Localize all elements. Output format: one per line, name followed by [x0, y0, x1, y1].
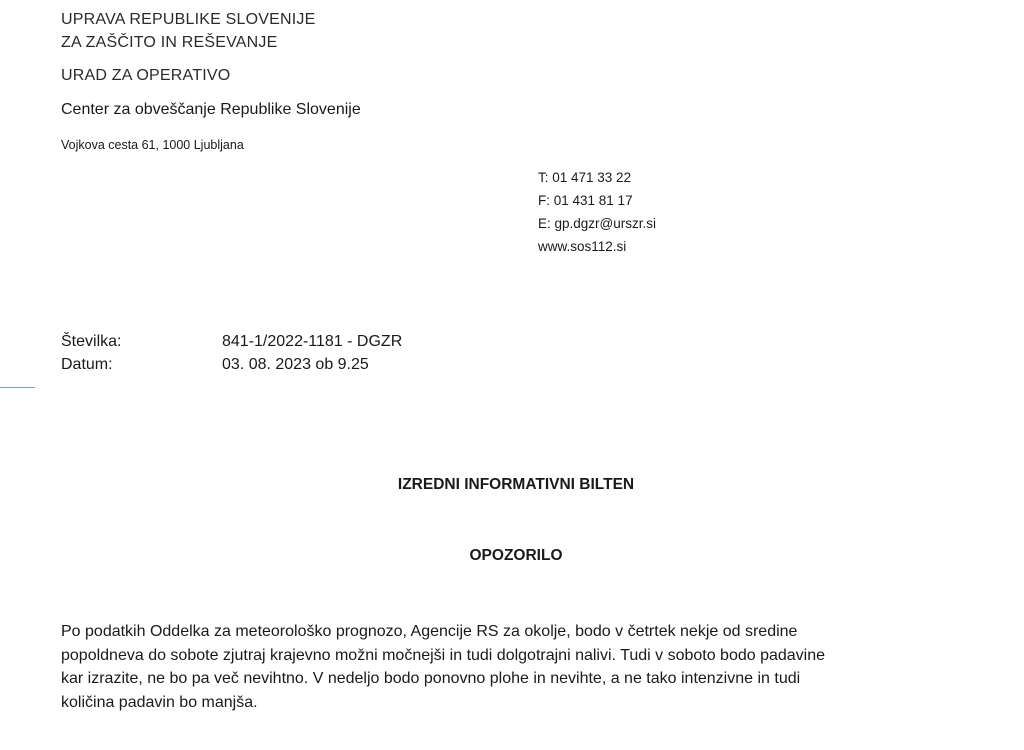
organization-name-line-2: ZA ZAŠČITO IN REŠEVANJE	[61, 34, 278, 51]
document-number-value: 841-1/2022-1181 - DGZR	[222, 333, 403, 350]
body-line: količina padavin bo manjša.	[61, 693, 258, 711]
body-line: Po podatkih Oddelka za meteorološko prognozo, Agencije RS za okolje, bodo v četrtek nekje od sredine	[61, 623, 798, 640]
document-number-label: Številka:	[61, 333, 122, 350]
document-date-value: 03. 08. 2023 ob 9.25	[222, 356, 369, 373]
contact-phone: T: 01 471 33 22	[538, 170, 632, 185]
contact-email: E: gp.dgzr@urszr.si	[538, 216, 656, 231]
body-line: popoldneva do sobote zjutraj krajevno možni močnejši in tudi dolgotrajni nalivi. Tudi v soboto bodo padavine	[61, 646, 826, 664]
margin-divider	[0, 387, 35, 388]
organization-name-line-1: UPRAVA REPUBLIKE SLOVENIJE	[61, 11, 316, 28]
contact-website: www.sos112.si	[538, 239, 627, 254]
office-name: URAD ZA OPERATIVO	[61, 67, 231, 84]
body-line: kar izrazite, ne bo pa več nevihtno. V nedeljo bodo ponovno plohe in nevihte, a ne tako intenzivne in tudi	[61, 670, 801, 687]
contact-fax: F: 01 431 81 17	[538, 193, 633, 208]
center-name: Center za obveščanje Republike Slovenije	[61, 101, 361, 118]
warning-title: OPOZORILO	[469, 547, 563, 564]
bulletin-title: IZREDNI INFORMATIVNI BILTEN	[397, 476, 635, 493]
document-date-label: Datum:	[61, 356, 113, 373]
body-paragraph	[61, 620, 971, 714]
address: Vojkova cesta 61, 1000 Ljubljana	[61, 138, 244, 152]
